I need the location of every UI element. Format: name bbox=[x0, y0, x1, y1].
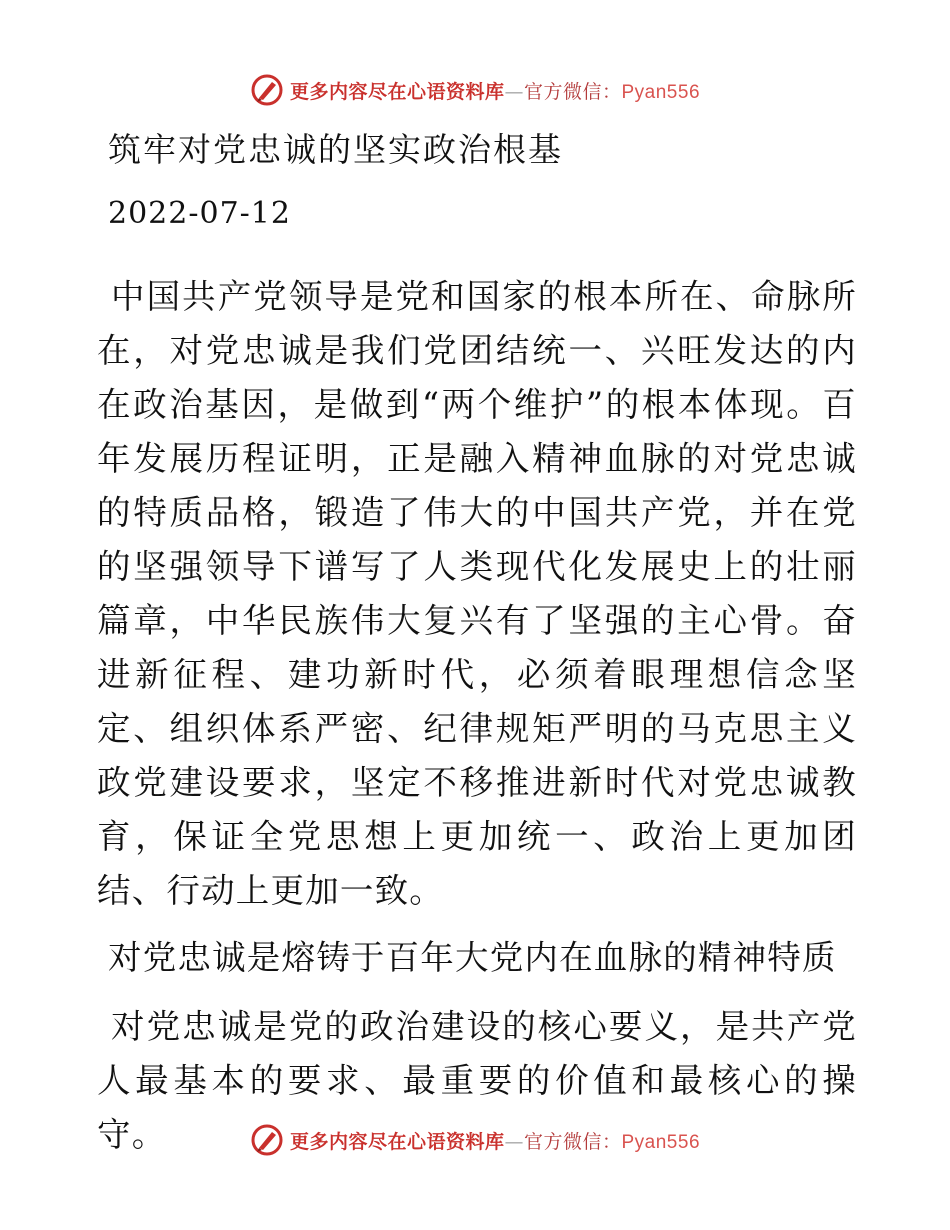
watermark-separator: — bbox=[504, 1130, 524, 1153]
watermark-text bbox=[290, 77, 700, 104]
quill-seal-icon bbox=[250, 73, 284, 107]
watermark-text bbox=[290, 1127, 700, 1154]
quill-seal-icon bbox=[250, 1123, 284, 1157]
paragraph-2-text: 对党忠诚是党的政治建设的核心要义，是共产党人最基本的要求、最重要的价值和最核心的操守。 bbox=[97, 1007, 857, 1154]
watermark-separator: — bbox=[504, 80, 524, 103]
watermark-wechat-label: 官方微信： bbox=[523, 1130, 622, 1153]
watermark-banner-top bbox=[0, 70, 950, 110]
article-title: 筑牢对党忠诚的坚实政治根基 bbox=[108, 130, 563, 169]
watermark-banner-bottom bbox=[0, 1120, 950, 1160]
paragraph-1-text: 中国共产党领导是党和国家的根本所在、命脉所在，对党忠诚是我们党团结统一、兴旺发达的内在政治基因，是做到“两个维护”的根本体现。百年发展历程证明，正是融入精神血脉的对党忠诚的特质品格，锻造了伟大的中国共产党，并在党的坚强领导下谱写了人类现代化发展史上的壮丽篇章，中华民族伟大复兴有了坚强的主心骨。奋进新征程、建功新时代，必须着眼理想信念坚定、组织体系严密、纪律规矩严明的马克思主义政党建设要求，坚定不移推进新时代对党忠诚教育，保证全党思想上更加统一、政治上更加团结、行动上更加一致。 bbox=[97, 277, 857, 910]
watermark-wechat-label: 官方微信： bbox=[523, 80, 622, 103]
watermark-wechat-id: Pyan556 bbox=[621, 1131, 701, 1153]
article-date: 2022-07-12 bbox=[108, 196, 291, 231]
watermark-site: 更多内容尽在心语资料库 bbox=[289, 80, 505, 103]
watermark-site: 更多内容尽在心语资料库 bbox=[289, 1130, 505, 1153]
section-heading: 对党忠诚是熔铸于百年大党内在血脉的精神特质 bbox=[108, 938, 837, 977]
watermark-wechat-id: Pyan556 bbox=[621, 81, 701, 103]
article-paragraph-1 bbox=[97, 270, 857, 918]
